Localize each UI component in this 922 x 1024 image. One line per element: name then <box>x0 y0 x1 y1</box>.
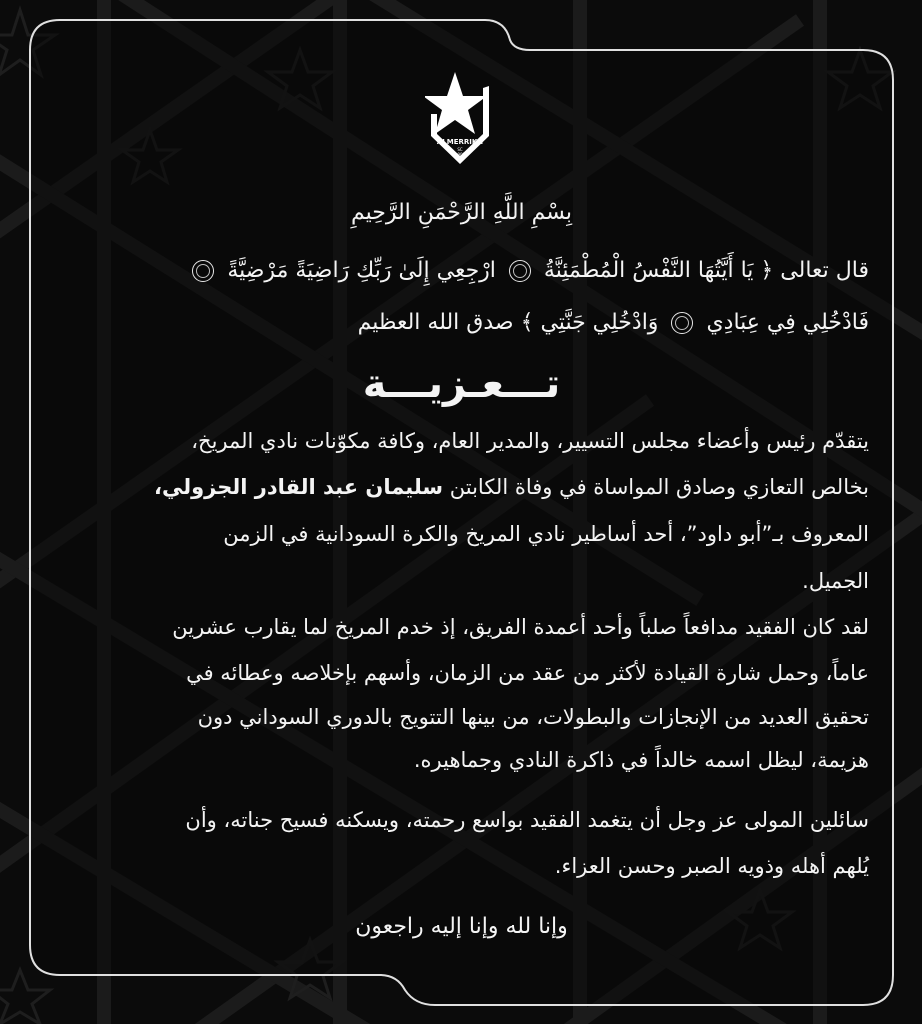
paragraph-3-line-2: يُلهم أهله وذويه الصبر وحسن العزاء. <box>554 854 869 878</box>
deceased-name: سليمان عبد القادر الجزولي، <box>154 475 444 499</box>
quran-text: قال تعالى ﴿ يَا أَيَّتُهَا النَّفْسُ الْمُطْمَئِنَّةُ <box>543 258 869 283</box>
logo-wordmark: ALMERRIKH <box>436 138 484 146</box>
paragraph-2-line-2: عاماً، وحمل شارة القيادة لأكثر من عقد من الزمان، وأسهم بإخلاصه وعطائه في <box>186 661 869 685</box>
quran-text: ارْجِعِي إِلَىٰ رَبِّكِ رَاضِيَةً مَرْضِيَّةً <box>227 258 496 283</box>
condolence-content <box>30 0 893 1024</box>
svg-text:SC: SC <box>457 147 463 152</box>
paragraph-2-line-3: تحقيق العديد من الإنجازات والبطولات، من بينها التتويج بالدوري السوداني دون <box>197 705 869 729</box>
ayah-separator-icon <box>509 260 531 282</box>
quran-verse-line-2 <box>54 308 869 338</box>
closing-verse: وإنا لله وإنا إليه راجعون <box>355 914 568 939</box>
paragraph-2-line-1: لقد كان الفقيد مدافعاً صلباً وأحد أعمدة الفريق، إذ خدم المريخ لما يقارب عشرين <box>172 615 869 639</box>
quran-verse-line-1 <box>54 256 869 286</box>
basmala: بِسْمِ اللَّهِ الرَّحْمَنِ الرَّحِيمِ <box>350 200 573 225</box>
ayah-separator-icon <box>671 312 693 334</box>
paragraph-2-line-4: هزيمة، ليظل اسمه خالداً في ذاكرة النادي وجماهيره. <box>413 748 869 772</box>
paragraph-1-line-1: يتقدّم رئيس وأعضاء مجلس التسيير، والمدير العام، وكافة مكوّنات نادي المريخ، <box>191 429 869 453</box>
paragraph-3-line-1: سائلين المولى عز وجل أن يتغمد الفقيد بواسع رحمته، ويسكنه فسيح جناته، وأن <box>185 808 869 832</box>
paragraph-1-line-4: الجميل. <box>802 569 869 593</box>
svg-text:1908: 1908 <box>454 152 466 157</box>
quran-text: فَادْخُلِي فِي عِبَادِي <box>706 310 869 335</box>
quran-text: وَادْخُلِي جَنَّتِي ﴾ صدق الله العظيم <box>357 310 659 335</box>
ayah-separator-icon <box>192 260 214 282</box>
paragraph-text: بخالص التعازي وصادق المواساة في وفاة الكابتن <box>443 475 869 499</box>
paragraph-1-line-3: المعروف بـ”أبو داود”، أحد أساطير نادي المريخ والكرة السودانية في الزمن <box>223 522 869 546</box>
paragraph-1-line-2 <box>54 472 869 502</box>
condolence-title: تـــعـزيـــة <box>362 361 561 407</box>
